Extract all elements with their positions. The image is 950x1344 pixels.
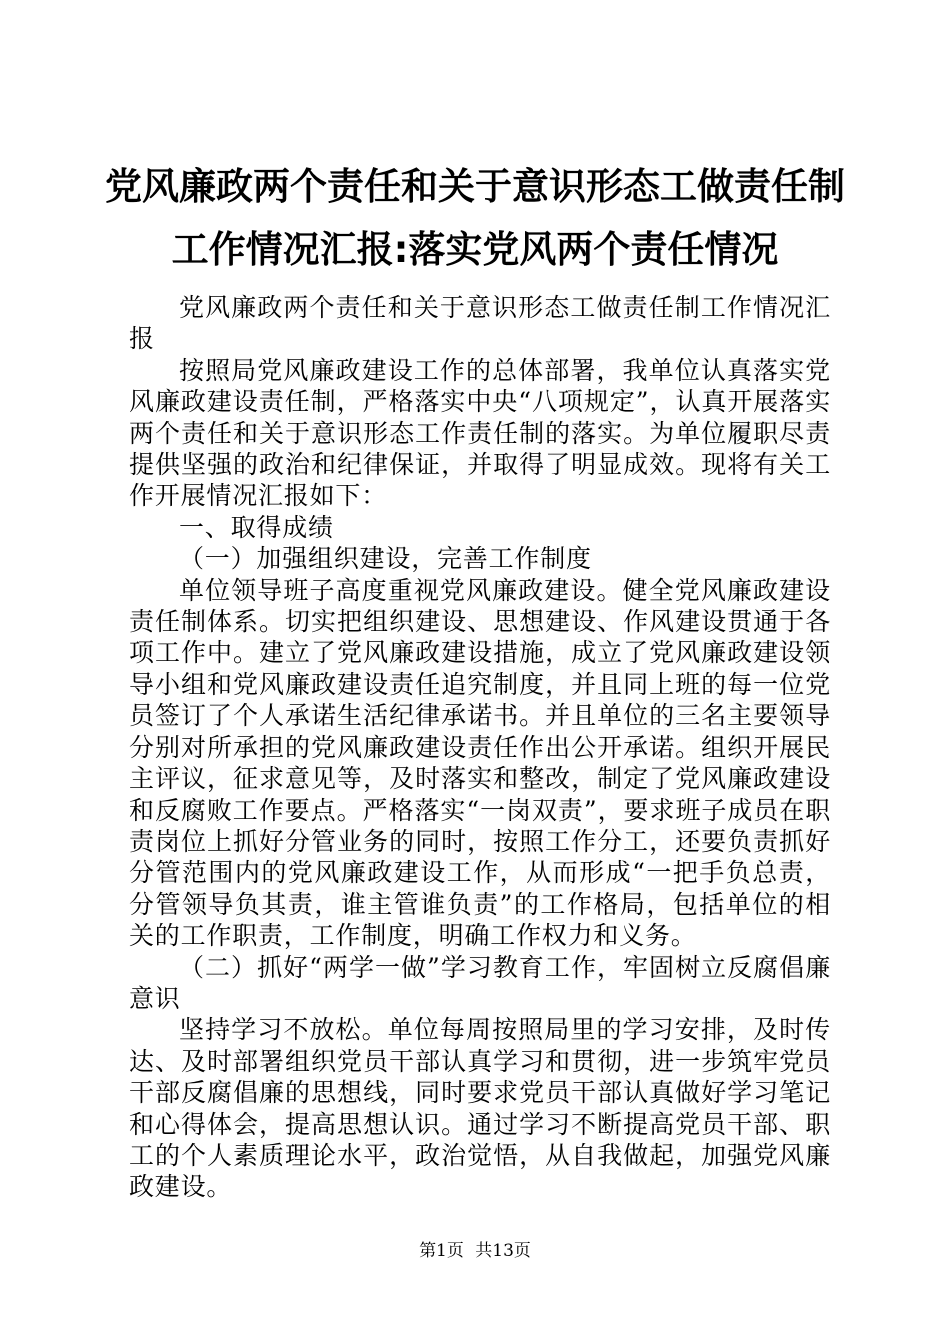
document-title-line2: 工作情况汇报:落实党风两个责任情况 (171, 228, 779, 271)
document-title-line1: 党风廉政两个责任和关于意识形态工做责任制 (105, 165, 845, 208)
document-body (129, 292, 831, 1203)
intro-paragraph: 按照局党风廉政建设工作的总体部署，我单位认真落实党风廉政建设责任制，严格落实中央“八项规定”，认真开展落实两个责任和关于意识形态工作责任制的落实。为单位履职尽责提供坚强的政治和纪律保证，并取得了明显成效。现将有关工作开展情况汇报如下： (129, 355, 831, 511)
subsection-heading-2: （二）抓好“两学一做”学习教育工作，牢固树立反腐倡廉意识 (129, 952, 831, 1013)
page-total: 共13页 (475, 1241, 531, 1261)
report-subtitle-paragraph: 党风廉政两个责任和关于意识形态工做责任制工作情况汇报 (129, 293, 831, 354)
page-number: 第1页 (419, 1241, 464, 1261)
body-paragraph-2: 坚持学习不放松。单位每周按照局里的学习安排，及时传达、及时部署组织党员干部认真学习和贯彻，进一步筑牢党员干部反腐倡廉的思想线，同时要求党员干部认真做好学习笔记和心得体会，提高思想认识。通过学习不断提高党员干部、职工的个人素质理论水平，政治觉悟，从自我做起，加强党风廉政建设。 (129, 1015, 831, 1202)
page-footer (0, 1236, 950, 1261)
subsection-heading-1: （一）加强组织建设，完善工作制度 (179, 544, 592, 574)
section-heading: 一、取得成绩 (179, 512, 334, 542)
body-paragraph-1: 单位领导班子高度重视党风廉政建设。健全党风廉政建设责任制体系。切实把组织建设、思想建设、作风建设贯通于各项工作中。建立了党风廉政建设措施，成立了党风廉政建设领导小组和党风廉政建设责任追究制度，并且同上班的每一位党员签订了个人承诺生活纪律承诺书。并且单位的三名主要领导分别对所承担的党风廉政建设责任作出公开承诺。组织开展民主评议，征求意见等，及时落实和整改，制定了党风廉政建设和反腐败工作要点。严格落实“一岗双责”，要求班子成员在职责岗位上抓好分管业务的同时，按照工作分工，还要负责抓好分管范围内的党风廉政建设工作，从而形成“一把手负总责，分管领导负其责，谁主管谁负责”的工作格局，包括单位的相关的工作职责，工作制度，明确工作权力和义务。 (129, 575, 831, 951)
